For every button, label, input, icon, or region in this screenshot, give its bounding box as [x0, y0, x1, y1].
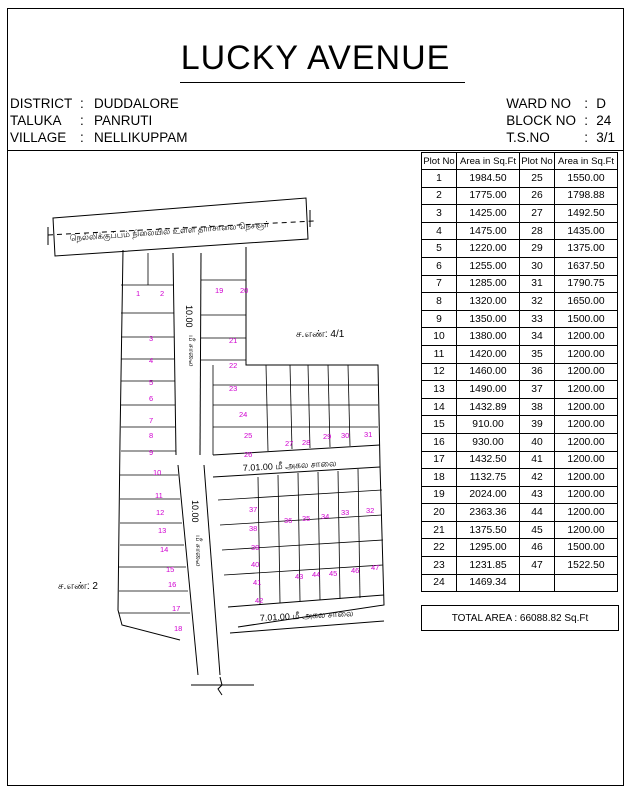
plot-number-label: 39 [251, 543, 260, 552]
plot-number-label: 9 [149, 448, 154, 457]
plot-area-cell: 910.00 [457, 416, 520, 434]
plot-number-cell: 39 [520, 416, 555, 434]
plot-number-cell: 4 [422, 222, 457, 240]
plot-number-cell: 34 [520, 328, 555, 346]
plot-area-cell: 1285.00 [457, 275, 520, 293]
table-row [422, 574, 618, 592]
plot-number-label: 6 [149, 394, 154, 403]
plot-number-label: 15 [166, 565, 175, 574]
plot-area-cell: 1435.00 [555, 222, 618, 240]
plot-area-cell: 1200.00 [555, 451, 618, 469]
table-header-row [422, 153, 618, 170]
cross-road-2-edge [228, 595, 384, 607]
plot-area-cell: 1200.00 [555, 381, 618, 399]
detail-colon: : [584, 130, 588, 145]
plot-area-cell: 1231.85 [457, 557, 520, 575]
plot-area-cell: 1200.00 [555, 398, 618, 416]
plot-area-cell: 1200.00 [555, 328, 618, 346]
plot-number-label: 23 [229, 384, 238, 393]
detail-colon: : [584, 96, 588, 111]
plot-area-cell: 1200.00 [555, 521, 618, 539]
main-road-edge [173, 253, 176, 455]
plot-number-cell: 29 [520, 240, 555, 258]
plot-area-cell: 1420.00 [457, 345, 520, 363]
table-row [422, 293, 618, 311]
plot-number-cell: 23 [422, 557, 457, 575]
plot-number-cell: 10 [422, 328, 457, 346]
plot-number-cell: 40 [520, 433, 555, 451]
plot-number-label: 36 [284, 516, 293, 525]
plot-number-cell: 37 [520, 381, 555, 399]
plot-number-cell: 36 [520, 363, 555, 381]
plot-area-cell: 1650.00 [555, 293, 618, 311]
plot-number-label: 40 [251, 560, 260, 569]
plot-area-cell: 1798.88 [555, 187, 618, 205]
main-road-edge [200, 253, 201, 455]
plot-number-label: 17 [172, 604, 181, 613]
plot-area-cell: 1500.00 [555, 539, 618, 557]
plot-number-label: 28 [302, 438, 311, 447]
plot-area-cell: 1220.00 [457, 240, 520, 258]
plot-number-cell: 46 [520, 539, 555, 557]
plot-number-cell: 26 [520, 187, 555, 205]
block-details [506, 95, 615, 146]
plot-area-cell: 930.00 [457, 433, 520, 451]
plot-area-cell: 1522.50 [555, 557, 618, 575]
road-break-mark [218, 677, 222, 695]
plan-sheet [7, 8, 624, 786]
table-row [422, 310, 618, 328]
plot-area-cell: 1200.00 [555, 416, 618, 434]
main-road-width: 10.00 [184, 305, 194, 328]
plot-area-cell: 1380.00 [457, 328, 520, 346]
table-row [422, 398, 618, 416]
plot-number-label: 31 [364, 430, 373, 439]
plot-number-label: 37 [249, 505, 258, 514]
west-plot-lines [119, 253, 190, 613]
plot-area-cell: 1132.75 [457, 469, 520, 487]
detail-colon: : [584, 113, 588, 128]
plot-number-cell: 22 [422, 539, 457, 557]
plot-number-cell: 14 [422, 398, 457, 416]
plot-number-label: 21 [229, 336, 238, 345]
plot-area-cell: 1775.00 [457, 187, 520, 205]
plot-area-cell: 1984.50 [457, 170, 520, 188]
plot-area-cell: 1425.00 [457, 205, 520, 223]
plot-number-label: 4 [149, 356, 154, 365]
layout-map [8, 155, 420, 700]
detail-colon: : [80, 113, 84, 128]
plot-number-cell: 7 [422, 275, 457, 293]
plot-area-cell: 1375.50 [457, 521, 520, 539]
detail-row-block [506, 112, 615, 129]
plot-number-cell: 27 [520, 205, 555, 223]
detail-label: TALUKA [10, 113, 62, 128]
plot-area-cell: 2363.36 [457, 504, 520, 522]
plot-area-cell: 1295.00 [457, 539, 520, 557]
table-row [422, 205, 618, 223]
plot-area-cell: 1490.00 [457, 381, 520, 399]
plot-number-label: 29 [323, 432, 332, 441]
plot-number-label: 47 [371, 563, 380, 572]
cross-road-2-label: 7.01.00 மீ அகல சாலை [259, 608, 354, 623]
title-underline [180, 82, 465, 83]
plot-number-label: 1 [136, 289, 141, 298]
plot-number-cell: 5 [422, 240, 457, 258]
main-road-label-lower: மீ சாலை [194, 535, 203, 567]
detail-row-village [10, 129, 188, 146]
cross-road-2-edge [230, 621, 384, 633]
table-row [422, 433, 618, 451]
plot-number-cell: 25 [520, 170, 555, 188]
detail-value: D [596, 96, 606, 111]
col-header: Area in Sq.Ft [457, 153, 520, 170]
main-road-edge [178, 465, 198, 675]
plot-area-table [421, 152, 618, 592]
table-row [422, 222, 618, 240]
table-row [422, 345, 618, 363]
plot-area-cell: 2024.00 [457, 486, 520, 504]
plot-number-cell: 8 [422, 293, 457, 311]
plot-area-cell: 1500.00 [555, 310, 618, 328]
detail-label: DISTRICT [10, 96, 73, 111]
plot-number-cell: 16 [422, 433, 457, 451]
table-row [422, 469, 618, 487]
plot-number-label: 42 [255, 596, 264, 605]
table-row [422, 381, 618, 399]
total-area: TOTAL AREA : 66088.82 Sq.Ft [421, 605, 619, 631]
highway-label: நெல்லிக்குப்பம் நிலையில் உள்ள தார்சாலை நெசஞர் [69, 219, 270, 243]
plot-area-cell: 1200.00 [555, 486, 618, 504]
plot-area-cell: 1550.00 [555, 170, 618, 188]
detail-value: 3/1 [596, 130, 615, 145]
header-divider [8, 150, 623, 151]
plot-number-label: 10 [153, 468, 162, 477]
plot-number-cell: 15 [422, 416, 457, 434]
plot-number-cell: 43 [520, 486, 555, 504]
plot-number-cell: 38 [520, 398, 555, 416]
plot-number-cell: 32 [520, 293, 555, 311]
plot-area-cell: 1200.00 [555, 469, 618, 487]
detail-colon: : [80, 96, 84, 111]
plot-area-cell: 1469.34 [457, 574, 520, 592]
col-header: Plot No [520, 153, 555, 170]
plot-number-cell: 6 [422, 257, 457, 275]
plot-number-label: 14 [160, 545, 169, 554]
plot-number-cell: 3 [422, 205, 457, 223]
detail-label: T.S.NO [506, 130, 550, 145]
plot-number-cell: 47 [520, 557, 555, 575]
table-row [422, 557, 618, 575]
plot-number-label: 2 [160, 289, 165, 298]
plot-number-cell: 2 [422, 187, 457, 205]
plot-area-cell: 1200.00 [555, 345, 618, 363]
plot-number-label: 43 [295, 572, 304, 581]
location-details [10, 95, 188, 146]
detail-row-ward [506, 95, 615, 112]
plot-number-label: 20 [240, 286, 249, 295]
plot-area-cell: 1375.00 [555, 240, 618, 258]
plot-number-cell: 33 [520, 310, 555, 328]
plot-number-cell: 17 [422, 451, 457, 469]
table-row [422, 486, 618, 504]
plot-number-cell: 28 [520, 222, 555, 240]
plot-number-label: 12 [156, 508, 165, 517]
plot-number-label: 35 [302, 514, 311, 523]
plot-area-cell: 1200.00 [555, 433, 618, 451]
plot-number-label: 34 [321, 512, 330, 521]
plot-number-label: 13 [158, 526, 167, 535]
plot-number-label: 5 [149, 378, 154, 387]
col-header: Plot No [422, 153, 457, 170]
detail-colon: : [80, 130, 84, 145]
table-row [422, 451, 618, 469]
plot-area-cell: 1255.00 [457, 257, 520, 275]
plot-number-cell: 24 [422, 574, 457, 592]
detail-row-tsno [506, 129, 615, 146]
plot-number-label: 16 [168, 580, 177, 589]
plot-number-cell: 19 [422, 486, 457, 504]
plot-number-cell: 44 [520, 504, 555, 522]
plot-area-cell: 1460.00 [457, 363, 520, 381]
plot-number-cell [520, 574, 555, 592]
plot-number-cell: 45 [520, 521, 555, 539]
detail-row-taluka [10, 112, 188, 129]
plot-number-cell: 1 [422, 170, 457, 188]
plot-number-label: 25 [244, 431, 253, 440]
plot-number-cell: 20 [422, 504, 457, 522]
plot-number-label: 32 [366, 506, 375, 515]
detail-label: VILLAGE [10, 130, 67, 145]
plot-area-cell: 1200.00 [555, 504, 618, 522]
plot-number-label: 30 [341, 431, 350, 440]
plot-number-cell: 31 [520, 275, 555, 293]
table-row [422, 170, 618, 188]
plot-area-cell: 1492.50 [555, 205, 618, 223]
plot-number-label: 26 [244, 450, 253, 459]
page-title: LUCKY AVENUE [180, 39, 451, 77]
table-row [422, 328, 618, 346]
plot-number-cell: 41 [520, 451, 555, 469]
table-row [422, 504, 618, 522]
table-row [422, 275, 618, 293]
plot-number-cell: 11 [422, 345, 457, 363]
plot-number-label: 7 [149, 416, 154, 425]
table-row [422, 521, 618, 539]
plot-number-label: 46 [351, 566, 360, 575]
main-road-edge [204, 465, 220, 675]
main-road-label: மீ சாலை [187, 335, 196, 367]
plot-number-label: 8 [149, 431, 154, 440]
plot-area-cell: 1432.89 [457, 398, 520, 416]
plot-number-label: 44 [312, 570, 321, 579]
plot-number-label: 11 [155, 491, 163, 500]
plot-area-cell [555, 574, 618, 592]
plot-number-label: 38 [249, 524, 258, 533]
plot-area-cell: 1637.50 [555, 257, 618, 275]
plot-number-label: 24 [239, 410, 248, 419]
col-header: Area in Sq.Ft [555, 153, 618, 170]
detail-value: NELLIKUPPAM [94, 130, 188, 145]
plot-number-label: 18 [174, 624, 183, 633]
table-row [422, 257, 618, 275]
cross-road-1-edge [213, 445, 380, 455]
survey-label-east: ச.எண்: 4/1 [296, 329, 345, 340]
plot-area-cell: 1790.75 [555, 275, 618, 293]
plot-number-cell: 35 [520, 345, 555, 363]
detail-row-district [10, 95, 188, 112]
plot-number-label: 33 [341, 508, 350, 517]
plot-number-cell: 18 [422, 469, 457, 487]
plot-number-cell: 21 [422, 521, 457, 539]
plot-area-cell: 1320.00 [457, 293, 520, 311]
plot-area-cell: 1350.00 [457, 310, 520, 328]
boundary-east [238, 247, 384, 627]
plot-area-cell: 1432.50 [457, 451, 520, 469]
cross-road-1-label: 7.01.00 மீ அகல சாலை [242, 458, 337, 473]
plot-number-cell: 13 [422, 381, 457, 399]
table-row [422, 539, 618, 557]
table-row [422, 240, 618, 258]
plot-area-cell: 1200.00 [555, 363, 618, 381]
table-row [422, 363, 618, 381]
detail-label: WARD NO [506, 96, 571, 111]
detail-value: PANRUTI [94, 113, 153, 128]
plot-number-cell: 12 [422, 363, 457, 381]
detail-label: BLOCK NO [506, 113, 576, 128]
plot-number-cell: 30 [520, 257, 555, 275]
plot-number-label: 3 [149, 334, 154, 343]
main-road-width-lower: 10.00 [190, 500, 200, 523]
table-row [422, 187, 618, 205]
table-row [422, 416, 618, 434]
survey-label-west: ச.எண்: 2 [58, 581, 98, 592]
plot-number-label: 45 [329, 569, 338, 578]
plot-number-label: 41 [253, 578, 262, 587]
detail-value: DUDDALORE [94, 96, 179, 111]
plot-area-cell: 1475.00 [457, 222, 520, 240]
detail-value: 24 [596, 113, 612, 128]
plot-number-label: 27 [285, 439, 294, 448]
plot-number-label: 22 [229, 361, 238, 370]
plot-number-label: 19 [215, 286, 224, 295]
plot-number-cell: 42 [520, 469, 555, 487]
plot-number-cell: 9 [422, 310, 457, 328]
